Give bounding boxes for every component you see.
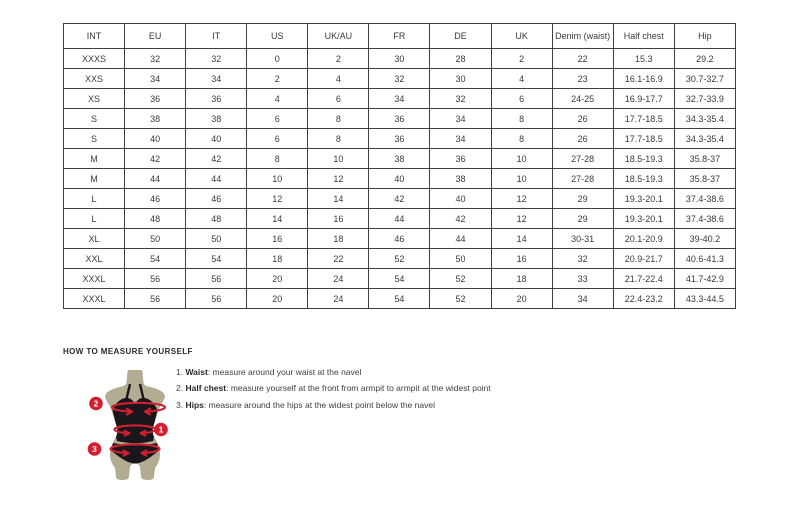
step-label: Hips — [185, 399, 204, 410]
size-cell: 10 — [247, 169, 308, 189]
size-cell: 46 — [125, 189, 186, 209]
size-cell: 34 — [369, 89, 430, 109]
size-cell: 19.3-20.1 — [613, 189, 674, 209]
measure-section-title: HOW TO MEASURE YOURSELF — [63, 347, 193, 356]
size-cell: 56 — [186, 269, 247, 289]
measure-step-hips — [176, 397, 491, 413]
size-cell: 36 — [369, 109, 430, 129]
size-cell: 20 — [491, 289, 552, 309]
size-cell: M — [64, 149, 125, 169]
size-cell: 8 — [491, 109, 552, 129]
size-cell: 30.7-32.7 — [674, 69, 735, 89]
size-cell: 29 — [552, 209, 613, 229]
size-cell: 42 — [125, 149, 186, 169]
size-cell: 32 — [125, 49, 186, 69]
size-row — [64, 129, 736, 149]
size-cell: 15.3 — [613, 49, 674, 69]
measure-step-half-chest — [176, 380, 491, 396]
size-cell: 26 — [552, 129, 613, 149]
size-cell: 38 — [186, 109, 247, 129]
size-cell: 16.9-17.7 — [613, 89, 674, 109]
size-cell: 52 — [369, 249, 430, 269]
size-cell: 6 — [247, 129, 308, 149]
size-cell: 54 — [369, 269, 430, 289]
size-cell: 20 — [247, 269, 308, 289]
size-cell: 48 — [125, 209, 186, 229]
measure-steps — [176, 364, 491, 413]
size-cell: 32 — [430, 89, 491, 109]
column-header: IT — [186, 24, 247, 49]
size-cell: 23 — [552, 69, 613, 89]
step-text: : measure around your waist at the navel — [207, 367, 362, 377]
size-cell: 17.7-18.5 — [613, 109, 674, 129]
step-number: 2. — [176, 383, 184, 394]
size-cell: 6 — [247, 109, 308, 129]
size-cell: XXXL — [64, 289, 125, 309]
size-cell: 50 — [186, 229, 247, 249]
step-text: : measure yourself at the front from armpit to armpit at the widest point — [226, 383, 491, 394]
size-cell: 6 — [308, 89, 369, 109]
size-cell: 50 — [125, 229, 186, 249]
column-header: Hip — [674, 24, 735, 49]
size-cell: 12 — [308, 169, 369, 189]
column-header: Denim (waist) — [552, 24, 613, 49]
size-cell: 18 — [491, 269, 552, 289]
size-cell: 24-25 — [552, 89, 613, 109]
size-row — [64, 89, 736, 109]
size-cell: 32 — [552, 249, 613, 269]
size-cell: 52 — [430, 289, 491, 309]
size-cell: 36 — [125, 89, 186, 109]
size-cell: 43.3-44.5 — [674, 289, 735, 309]
column-header: UK — [491, 24, 552, 49]
size-cell: XXXL — [64, 269, 125, 289]
size-cell: XXL — [64, 249, 125, 269]
size-cell: 12 — [491, 189, 552, 209]
waist-marker-badge — [154, 423, 168, 437]
size-cell: 44 — [369, 209, 430, 229]
size-cell: XS — [64, 89, 125, 109]
size-cell: 29 — [552, 189, 613, 209]
measure-step-waist — [176, 364, 491, 380]
size-cell: 54 — [369, 289, 430, 309]
size-cell: L — [64, 209, 125, 229]
size-cell: S — [64, 109, 125, 129]
size-cell: 38 — [125, 109, 186, 129]
size-cell: 42 — [369, 189, 430, 209]
size-cell: 21.7-22.4 — [613, 269, 674, 289]
size-row — [64, 49, 736, 69]
size-row — [64, 289, 736, 309]
size-cell: 41.7-42.9 — [674, 269, 735, 289]
size-cell: 56 — [125, 269, 186, 289]
size-cell: 2 — [491, 49, 552, 69]
size-cell: 10 — [491, 149, 552, 169]
hips-marker-number: 3 — [92, 444, 97, 455]
size-cell: 50 — [430, 249, 491, 269]
step-number: 1. — [176, 367, 184, 377]
size-cell: 18.5-19.3 — [613, 169, 674, 189]
size-cell: 26 — [552, 109, 613, 129]
size-cell: 38 — [369, 149, 430, 169]
hips-marker-badge — [88, 442, 102, 456]
mannequin-figure — [82, 368, 182, 515]
size-cell: 34 — [125, 69, 186, 89]
size-cell: 8 — [308, 109, 369, 129]
size-cell: 56 — [186, 289, 247, 309]
size-cell: 16 — [247, 229, 308, 249]
size-cell: 39-40.2 — [674, 229, 735, 249]
size-row — [64, 209, 736, 229]
column-header: UK/AU — [308, 24, 369, 49]
size-cell: 12 — [491, 209, 552, 229]
size-row — [64, 109, 736, 129]
size-cell: 34 — [430, 129, 491, 149]
size-cell: 18.5-19.3 — [613, 149, 674, 169]
size-cell: 32 — [369, 69, 430, 89]
size-cell: 18 — [247, 249, 308, 269]
size-cell: 28 — [430, 49, 491, 69]
size-row — [64, 189, 736, 209]
chest-marker-badge — [89, 397, 103, 411]
size-cell: 4 — [308, 69, 369, 89]
size-cell: 10 — [491, 169, 552, 189]
size-row — [64, 169, 736, 189]
size-cell: 14 — [308, 189, 369, 209]
size-cell: 12 — [247, 189, 308, 209]
size-cell: 17.7-18.5 — [613, 129, 674, 149]
size-cell: 19.3-20.1 — [613, 209, 674, 229]
size-cell: 2 — [247, 69, 308, 89]
size-cell: L — [64, 189, 125, 209]
size-cell: 46 — [186, 189, 247, 209]
size-cell: 30 — [369, 49, 430, 69]
size-cell: XXXS — [64, 49, 125, 69]
waist-marker-number: 1 — [158, 424, 164, 435]
size-cell: 38 — [430, 169, 491, 189]
size-cell: 34 — [186, 69, 247, 89]
column-header: INT — [64, 24, 125, 49]
size-cell: 16.1-16.9 — [613, 69, 674, 89]
column-header: Half chest — [613, 24, 674, 49]
size-cell: 32 — [186, 49, 247, 69]
size-row — [64, 229, 736, 249]
size-cell: 36 — [369, 129, 430, 149]
column-header: US — [247, 24, 308, 49]
column-header: FR — [369, 24, 430, 49]
size-cell: 42 — [430, 209, 491, 229]
size-cell: 52 — [430, 269, 491, 289]
size-cell: 29.2 — [674, 49, 735, 69]
size-cell: 6 — [491, 89, 552, 109]
column-header: DE — [430, 24, 491, 49]
size-cell: 34 — [552, 289, 613, 309]
size-cell: 42 — [186, 149, 247, 169]
size-cell: 34 — [430, 109, 491, 129]
size-cell: 40.6-41.3 — [674, 249, 735, 269]
size-cell: 22.4-23.2 — [613, 289, 674, 309]
size-cell: 48 — [186, 209, 247, 229]
size-cell: 35.8-37 — [674, 149, 735, 169]
size-cell: 36 — [186, 89, 247, 109]
size-row — [64, 69, 736, 89]
size-cell: 32.7-33.9 — [674, 89, 735, 109]
step-number: 3. — [176, 399, 184, 410]
step-text: : measure around the hips at the widest point below the navel — [203, 399, 435, 410]
size-cell: 36 — [430, 149, 491, 169]
size-cell: 2 — [308, 49, 369, 69]
size-cell: 8 — [491, 129, 552, 149]
size-cell: 40 — [369, 169, 430, 189]
size-cell: 44 — [430, 229, 491, 249]
size-cell: 56 — [125, 289, 186, 309]
measure-illustration — [82, 368, 182, 515]
size-cell: 27-28 — [552, 149, 613, 169]
size-table-header-row — [64, 24, 736, 49]
size-cell: 30-31 — [552, 229, 613, 249]
size-cell: 46 — [369, 229, 430, 249]
size-cell: 54 — [125, 249, 186, 269]
size-cell: 35.8-37 — [674, 169, 735, 189]
size-cell: 24 — [308, 269, 369, 289]
size-cell: 18 — [308, 229, 369, 249]
size-cell: 20.9-21.7 — [613, 249, 674, 269]
step-label: Half chest — [185, 383, 227, 394]
size-cell: 8 — [308, 129, 369, 149]
size-cell: 8 — [247, 149, 308, 169]
step-label: Waist — [185, 367, 208, 377]
size-row — [64, 269, 736, 289]
size-cell: 16 — [491, 249, 552, 269]
size-cell: 4 — [247, 89, 308, 109]
size-cell: 37.4-38.6 — [674, 209, 735, 229]
size-cell: 40 — [125, 129, 186, 149]
size-cell: S — [64, 129, 125, 149]
size-cell: 44 — [186, 169, 247, 189]
size-cell: 20 — [247, 289, 308, 309]
size-cell: XXS — [64, 69, 125, 89]
chest-marker-number: 2 — [93, 398, 99, 409]
size-cell: 33 — [552, 269, 613, 289]
size-cell: 30 — [430, 69, 491, 89]
size-cell: 22 — [308, 249, 369, 269]
size-cell: 44 — [125, 169, 186, 189]
size-cell: XL — [64, 229, 125, 249]
size-row — [64, 149, 736, 169]
size-cell: 20.1-20.9 — [613, 229, 674, 249]
size-cell: 4 — [491, 69, 552, 89]
size-cell: 16 — [308, 209, 369, 229]
size-cell: 14 — [491, 229, 552, 249]
size-cell: 34.3-35.4 — [674, 129, 735, 149]
size-cell: 24 — [308, 289, 369, 309]
size-row — [64, 249, 736, 269]
size-cell: 34.3-35.4 — [674, 109, 735, 129]
size-cell: 40 — [430, 189, 491, 209]
size-cell: 0 — [247, 49, 308, 69]
size-cell: 14 — [247, 209, 308, 229]
column-header: EU — [125, 24, 186, 49]
size-chart-table — [63, 23, 736, 309]
size-cell: 37.4-38.6 — [674, 189, 735, 209]
size-cell: 27-28 — [552, 169, 613, 189]
size-cell: 40 — [186, 129, 247, 149]
size-cell: 10 — [308, 149, 369, 169]
size-cell: 54 — [186, 249, 247, 269]
size-cell: M — [64, 169, 125, 189]
size-cell: 22 — [552, 49, 613, 69]
